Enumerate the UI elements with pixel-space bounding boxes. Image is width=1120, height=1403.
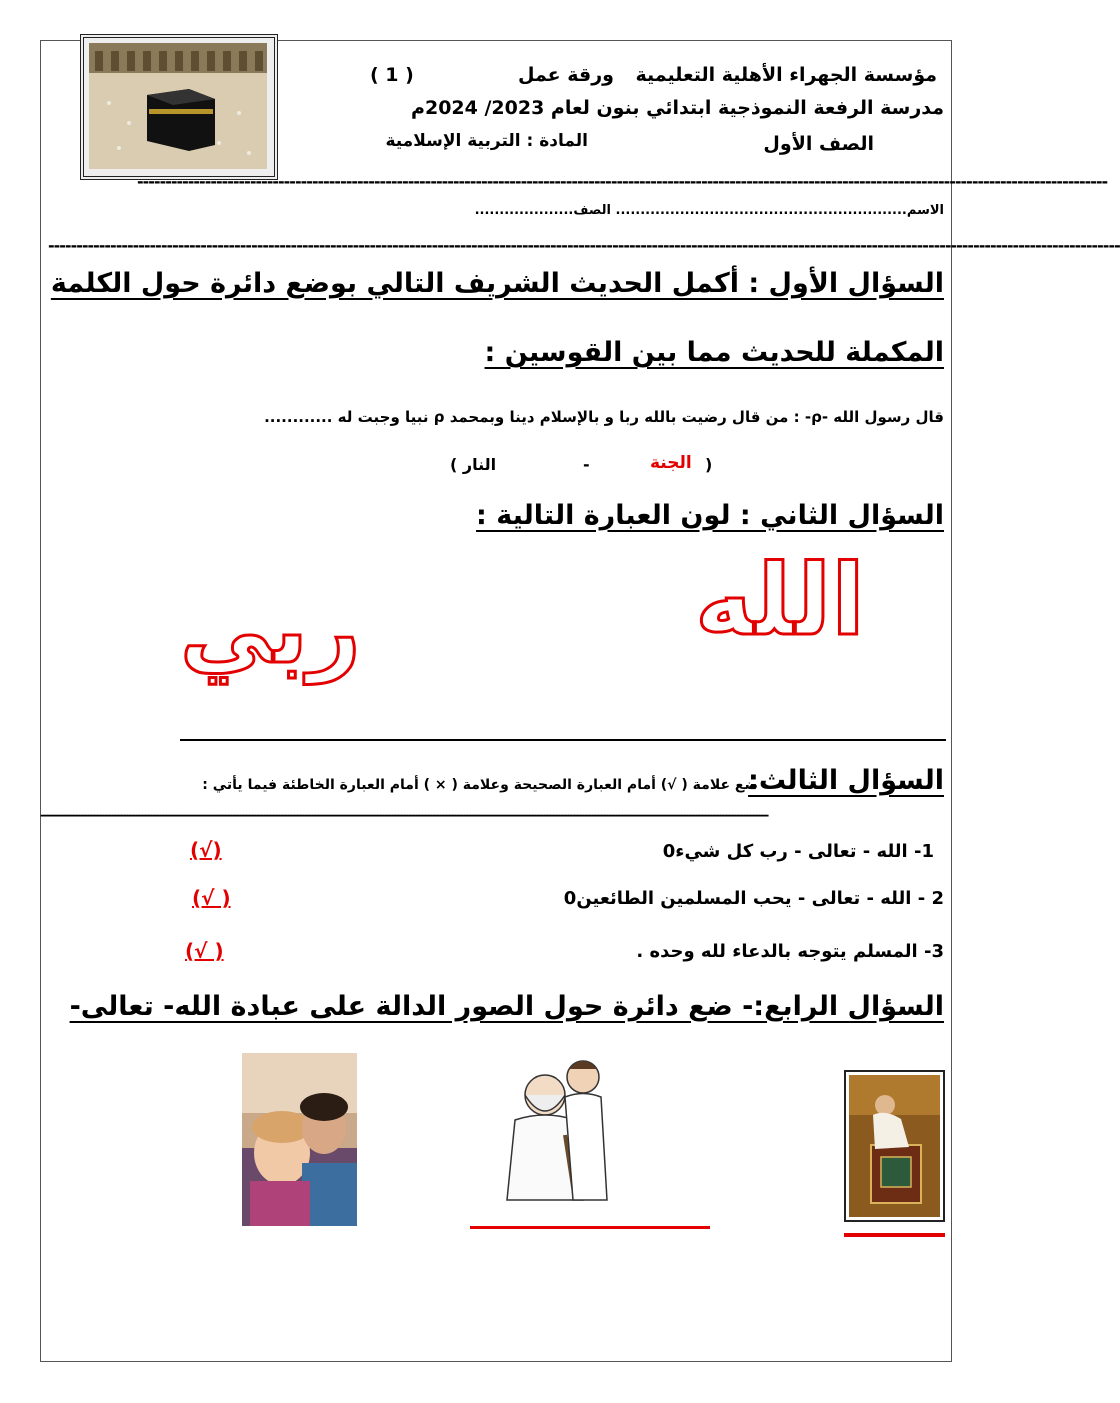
kaaba-image xyxy=(80,34,278,180)
q3-answer-3[interactable]: (√ ) xyxy=(185,939,224,963)
school-name: مدرسة الرفعة النموذجية ابتدائي بنون لعام 2023/ 2024م xyxy=(411,97,944,119)
q1-title-line1: السؤال الأول : أكمل الحديث الشريف التالي بوضع دائرة حول الكلمة xyxy=(50,268,944,299)
divider: ---------------------------------------------------------------------------------------------------------------------------------------------------------------------------------------------- xyxy=(48,236,1120,255)
subject-label: المادة : التربية الإسلامية xyxy=(385,131,588,151)
helping-elder-image[interactable] xyxy=(495,1055,710,1205)
option-separator: - xyxy=(583,455,590,474)
q3-item-3: 3- المسلم يتوجه بالدعاء لله وحده . xyxy=(636,941,944,962)
option-fire[interactable]: النار ) xyxy=(450,455,497,474)
q3-answer-1[interactable]: (√) xyxy=(190,838,222,862)
q4-title: السؤال الرابع:- ضع دائرة حول الصور الدالة على عبادة الله- تعالى- xyxy=(69,991,944,1022)
grade-label: الصف الأول xyxy=(763,133,874,155)
q3-title: السؤال الثالث: xyxy=(748,765,944,796)
q3-answer-2[interactable]: (√ ) xyxy=(192,886,231,910)
divider: ---------------------------------------------------------------------------------------------------------------------------------------------------------------------------- xyxy=(137,172,1108,191)
q1-title-line2: المكملة للحديث مما بين القوسين : xyxy=(484,337,944,368)
prayer-image[interactable] xyxy=(844,1070,945,1222)
q1-open-paren: ( xyxy=(705,455,713,474)
outline-word-rabbi[interactable]: ربي xyxy=(180,577,361,684)
q2-title: السؤال الثاني : لون العبارة التالية : xyxy=(476,500,944,531)
picture-answer-line xyxy=(844,1233,945,1237)
q3-item-1: 1- الله - تعالى - رب كل شيء0 xyxy=(662,841,934,862)
outline-word-allah[interactable]: الله xyxy=(695,544,865,658)
option-paradise[interactable]: الجنة xyxy=(650,453,692,473)
divider: ---------------------------------------------------------------------------------------------------------------------------------------------------------------------------------------------------------------------------------------------------- xyxy=(40,808,768,822)
picture-answer-line xyxy=(470,1226,710,1229)
coloring-underline xyxy=(180,739,946,741)
institution-name: مؤسسة الجهراء الأهلية التعليمية xyxy=(635,64,937,86)
q3-instruction: ضع علامة ( √) أمام العبارة الصحيحة وعلامة ( × ) أمام العبارة الخاطئة فيما يأتي : xyxy=(202,777,758,793)
q3-item-2: 2 - الله - تعالى - يحب المسلمين الطائعين0 xyxy=(563,888,944,909)
name-line: الاسم........................................................... الصف.................... xyxy=(474,203,944,218)
worksheet-label: ورقة عمل xyxy=(517,64,614,86)
hadith-text: قال رسول الله -ρ- : من قال رضيت بالله ربا و بالإسلام دينا وبمحمد ρ نبيا وجبت له ............ xyxy=(264,408,944,426)
children-fighting-image[interactable] xyxy=(242,1053,357,1226)
worksheet-number: ( 1 ) xyxy=(370,64,414,86)
